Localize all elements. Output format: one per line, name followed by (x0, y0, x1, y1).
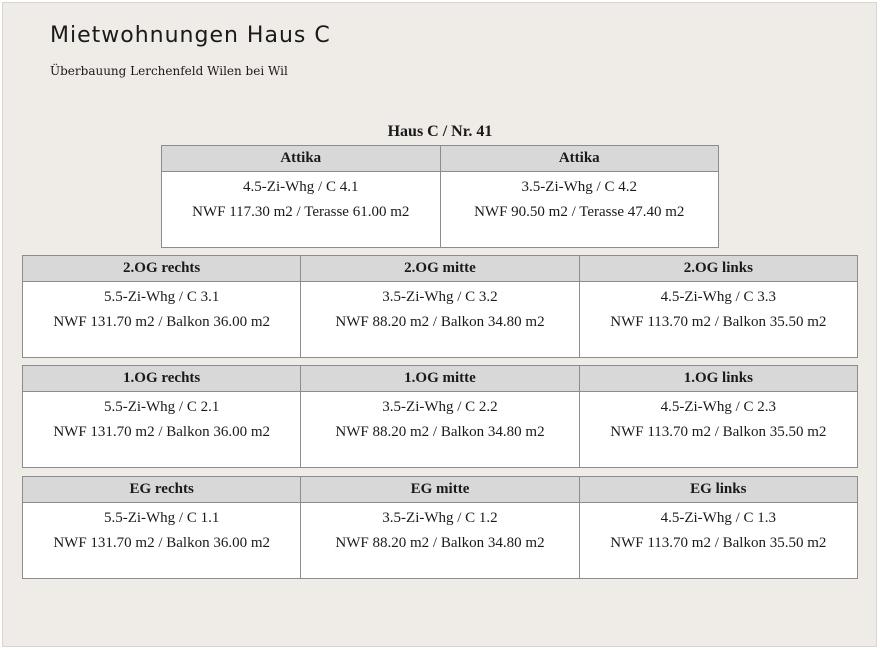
floor-attika (161, 145, 719, 248)
unit-details (301, 392, 578, 467)
unit-details (162, 172, 440, 247)
unit-cell[interactable] (441, 146, 719, 247)
unit-area: NWF 113.70 m2 / Balkon 35.50 m2 (610, 424, 827, 440)
unit-type: 5.5-Zi-Whg / C 3.1 (103, 289, 220, 305)
unit-area: NWF 88.20 m2 / Balkon 34.80 m2 (335, 535, 545, 551)
house-title: Haus C / Nr. 41 (387, 123, 493, 140)
unit-label: 1.OG mitte (301, 366, 578, 392)
unit-details (23, 503, 300, 578)
unit-label: EG links (580, 477, 857, 503)
unit-cell[interactable] (301, 477, 579, 578)
unit-label: 2.OG mitte (301, 256, 578, 282)
unit-cell[interactable] (580, 366, 857, 467)
floor-eg (22, 476, 858, 579)
floor-2og (22, 255, 858, 358)
unit-area: NWF 131.70 m2 / Balkon 36.00 m2 (53, 314, 270, 330)
unit-details (301, 503, 578, 578)
unit-details (301, 282, 578, 357)
page-sheet (2, 2, 877, 647)
unit-area: NWF 113.70 m2 / Balkon 35.50 m2 (610, 314, 827, 330)
unit-label: EG rechts (23, 477, 300, 503)
unit-type: 3.5-Zi-Whg / C 4.2 (521, 179, 637, 195)
unit-details (580, 503, 857, 578)
unit-details (23, 392, 300, 467)
unit-cell[interactable] (23, 366, 301, 467)
unit-type: 3.5-Zi-Whg / C 2.2 (382, 399, 498, 415)
unit-type: 3.5-Zi-Whg / C 1.2 (382, 510, 498, 526)
page-title: Mietwohnungen Haus C (50, 23, 331, 48)
unit-cell[interactable] (301, 366, 579, 467)
unit-area: NWF 131.70 m2 / Balkon 36.00 m2 (53, 535, 270, 551)
unit-label: 2.OG rechts (23, 256, 300, 282)
unit-area: NWF 117.30 m2 / Terasse 61.00 m2 (192, 204, 410, 220)
unit-label: 1.OG links (580, 366, 857, 392)
unit-cell[interactable] (23, 256, 301, 357)
unit-label: Attika (162, 146, 440, 172)
unit-label: 2.OG links (580, 256, 857, 282)
unit-area: NWF 88.20 m2 / Balkon 34.80 m2 (335, 424, 545, 440)
unit-type: 4.5-Zi-Whg / C 2.3 (660, 399, 777, 415)
unit-type: 3.5-Zi-Whg / C 3.2 (382, 289, 498, 305)
unit-cell[interactable] (162, 146, 441, 247)
unit-details (23, 282, 300, 357)
unit-area: NWF 113.70 m2 / Balkon 35.50 m2 (610, 535, 827, 551)
unit-type: 5.5-Zi-Whg / C 2.1 (103, 399, 220, 415)
unit-type: 5.5-Zi-Whg / C 1.1 (103, 510, 220, 526)
unit-area: NWF 90.50 m2 / Terasse 47.40 m2 (474, 204, 685, 220)
unit-type: 4.5-Zi-Whg / C 4.1 (243, 179, 359, 195)
unit-label: 1.OG rechts (23, 366, 300, 392)
unit-label: EG mitte (301, 477, 578, 503)
page-subtitle: Überbauung Lerchenfeld Wilen bei Wil (50, 64, 288, 78)
unit-cell[interactable] (301, 256, 579, 357)
unit-cell[interactable] (580, 256, 857, 357)
unit-area: NWF 88.20 m2 / Balkon 34.80 m2 (335, 314, 545, 330)
unit-cell[interactable] (23, 477, 301, 578)
unit-type: 4.5-Zi-Whg / C 1.3 (660, 510, 777, 526)
unit-type: 4.5-Zi-Whg / C 3.3 (660, 289, 777, 305)
floor-1og (22, 365, 858, 468)
unit-label: Attika (441, 146, 719, 172)
unit-details (580, 392, 857, 467)
unit-details (580, 282, 857, 357)
unit-details (441, 172, 719, 247)
unit-area: NWF 131.70 m2 / Balkon 36.00 m2 (53, 424, 270, 440)
unit-cell[interactable] (580, 477, 857, 578)
